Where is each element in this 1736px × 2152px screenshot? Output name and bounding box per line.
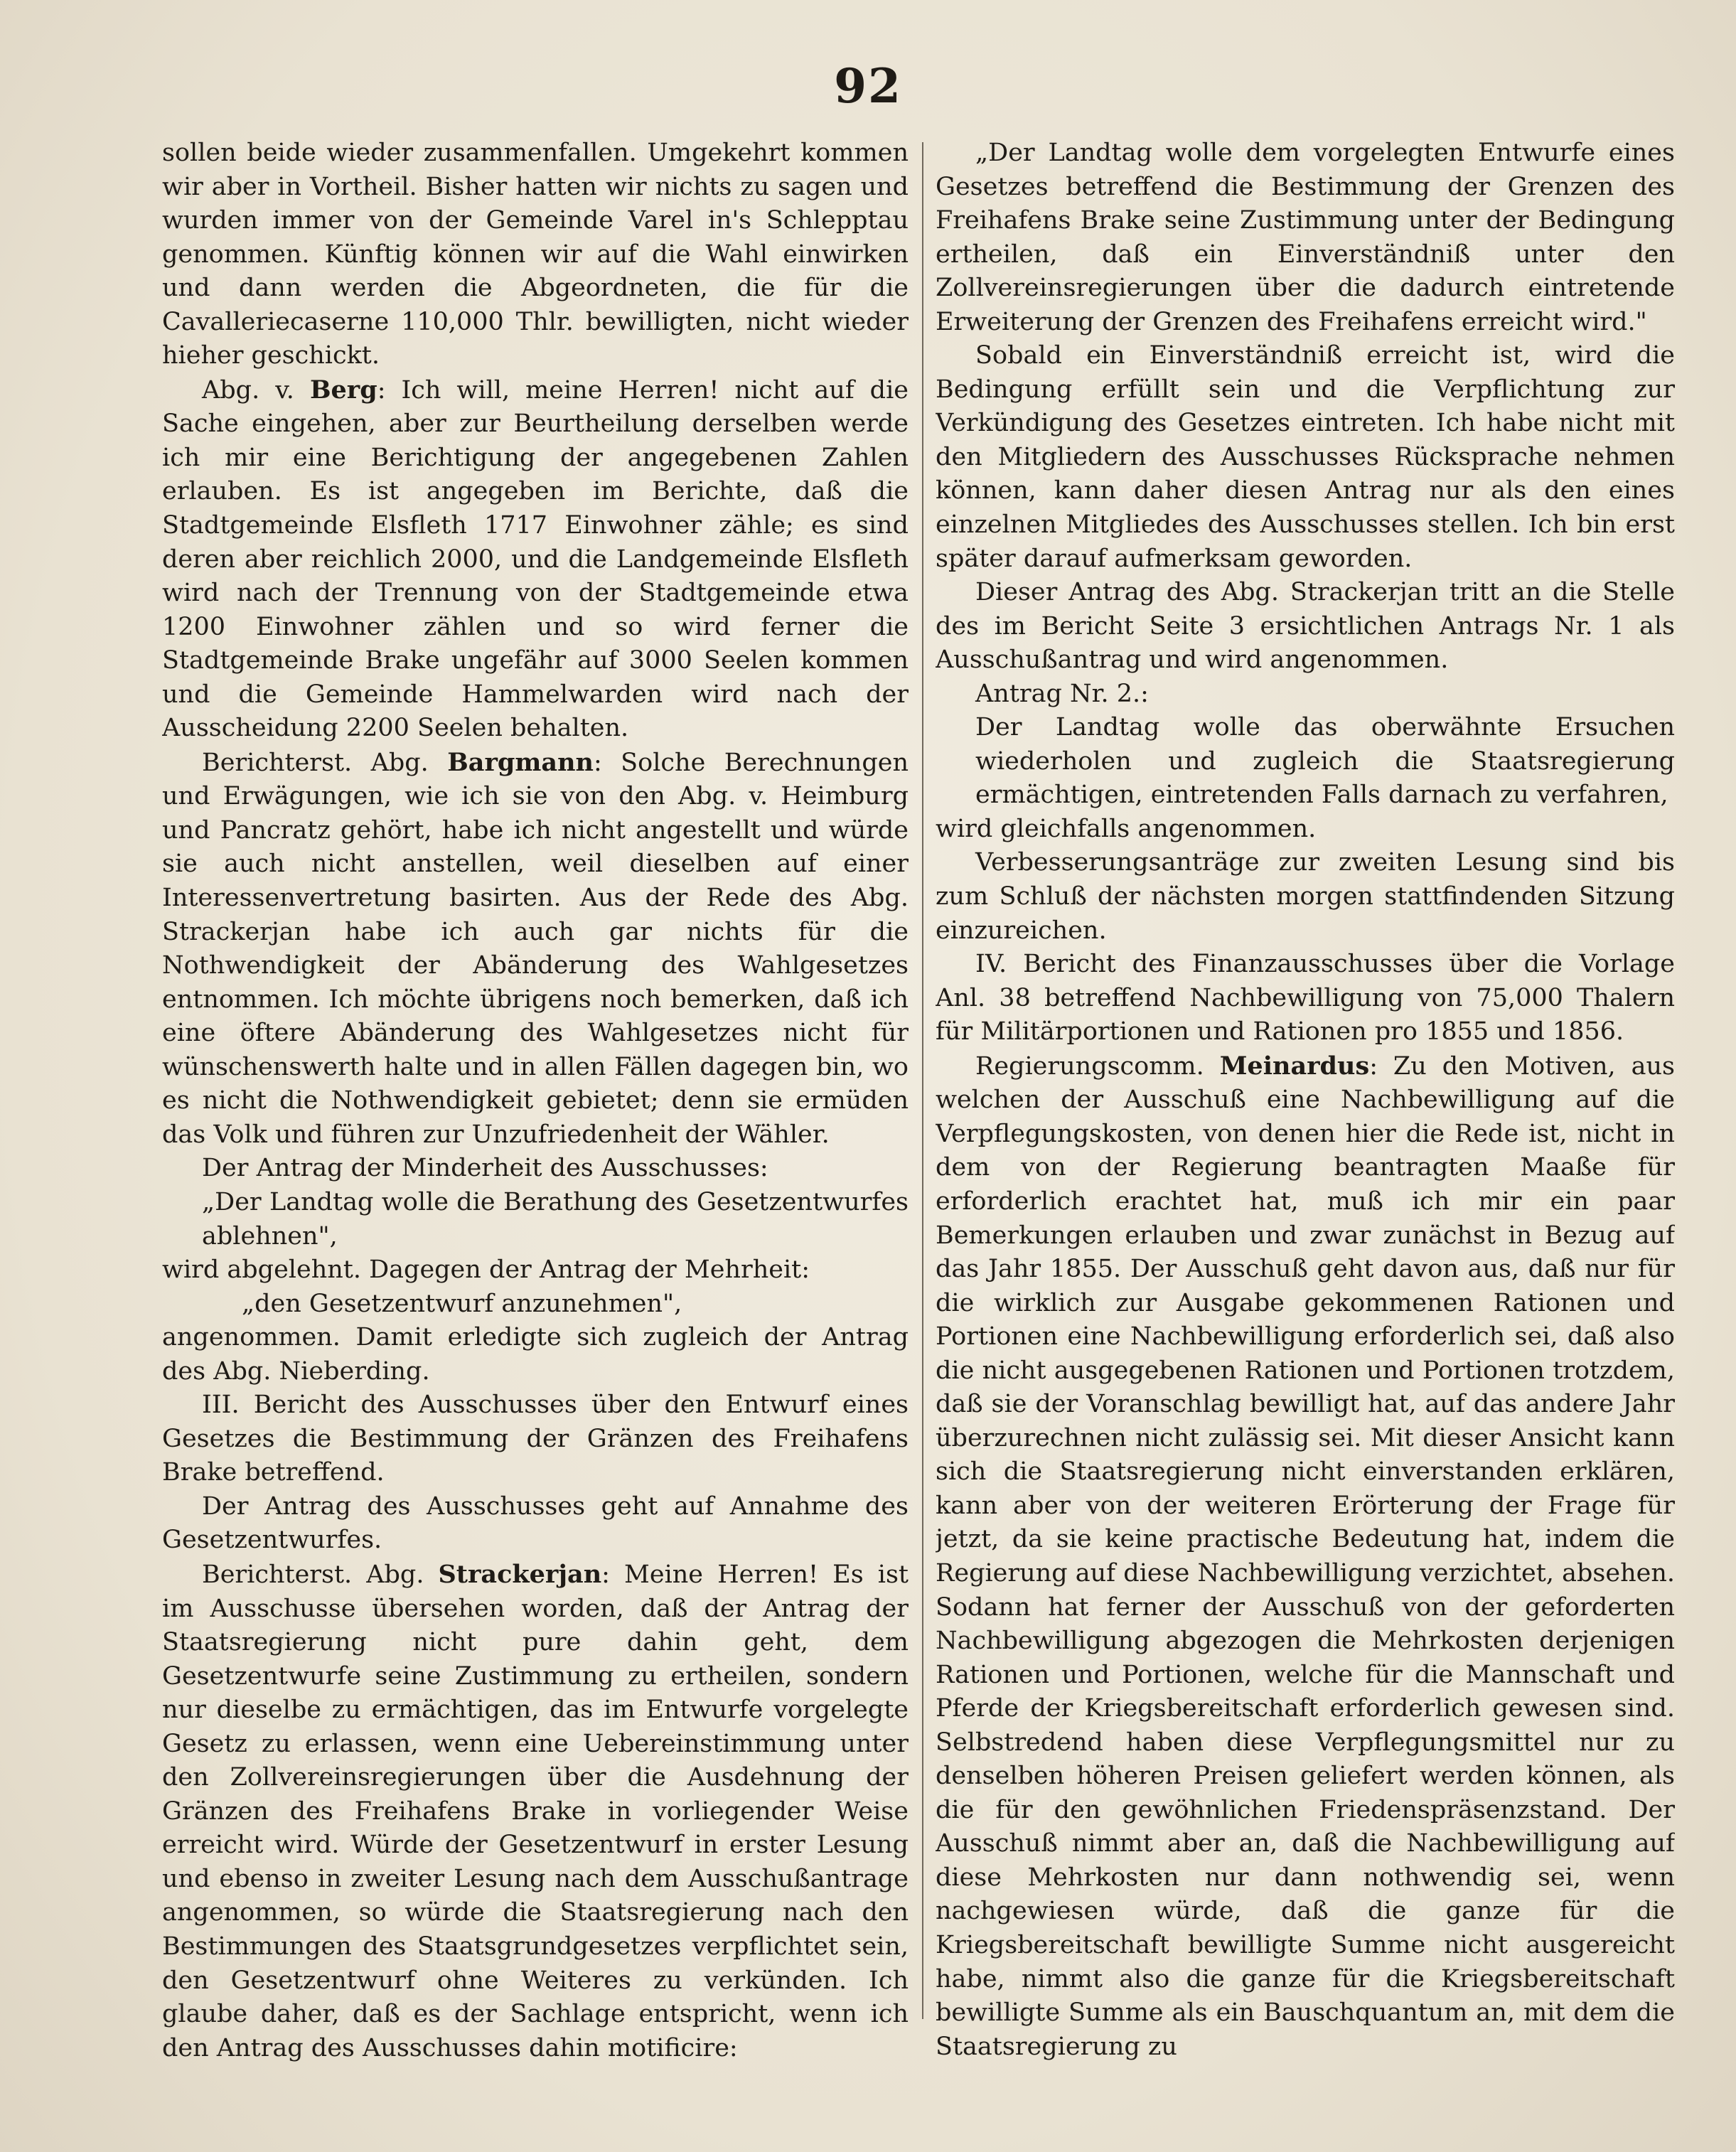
motion-number: Antrag Nr. 2.: (975, 679, 1149, 708)
page-number: 92 (834, 58, 902, 114)
paragraph: Der Antrag der Minderheit des Ausschusses: (202, 1154, 768, 1183)
speaker-name: Meinardus (1219, 1051, 1370, 1081)
speech-text: : Meine Herren! Es ist im Ausschusse übersehen worden, daß der Antrag der Staatsregierung nicht pure dahin geht, dem Gesetzentwurfe seine Zustimmung zu ertheilen, sondern nur dieselbe zu ermächtigen, das im Entwurfe vorgelegte Gesetz zu erlassen, wenn eine Uebereinstimmung unter den Zollvereinsregierungen über die Ausdehnung der Gränzen des Freihafens Brake in vorliegender Weise erreicht wird. Würde der Gesetzentwurf in erster Lesung und ebenso in zweiter Lesung nach dem Ausschußantrage angenommen, so würde die Staatsregierung nach den Bestimmungen des Staatsgrundgesetzes verpflichtet sein, den Gesetzentwurf ohne Weiteres zu verkünden. Ich glaube daher, daß es der Sachlage entspricht, wenn ich den Antrag des Ausschusses dahin motificire: (162, 1560, 909, 2062)
section-heading: IV. Bericht des Finanzausschusses über die Vorlage Anl. 38 betreffend Nachbewilligung von 75,000 Thalern für Militärportionen und Rationen pro 1855 und 1856. (936, 950, 1675, 1046)
paragraph: Dieser Antrag des Abg. Strackerjan tritt an die Stelle des im Bericht Seite 3 ersichtlichen Antrags Nr. 1 als Ausschußantrag und wird angenommen. (936, 578, 1675, 675)
section-heading: III. Bericht des Ausschusses über den Entwurf eines Gesetzes die Bestimmung der Gränzen des Freihafens Brake betreffend. (162, 1391, 909, 1487)
paragraph (162, 746, 909, 1152)
paragraph: angenommen. Damit erledigte sich zugleich der Antrag des Abg. Nieberding. (162, 1323, 909, 1386)
paragraph (162, 1558, 909, 2065)
speaker-title: Regierungscomm. (975, 1051, 1204, 1081)
speaker-name: Berg (309, 375, 377, 405)
speaker-name: Bargmann (447, 747, 594, 777)
quoted-motion: „den Gesetzentwurf anzunehmen", (242, 1289, 682, 1318)
paragraph: Der Antrag des Ausschusses geht auf Annahme des Gesetzentwurfes. (162, 1492, 909, 1555)
speaker-title: Berichterst. Abg. (202, 748, 429, 777)
quoted-motion: „Der Landtag wolle die Berathung des Gesetzentwurfes ablehnen", (202, 1187, 909, 1251)
paragraph: wird abgelehnt. Dagegen der Antrag der Mehrheit: (162, 1256, 810, 1285)
speech-text: : Ich will, meine Herren! nicht auf die Sache eingehen, aber zur Beurtheilung derselben werde ich mir eine Berichtigung der angegebenen Zahlen erlauben. Es ist angegeben im Berichte, daß die Stadtgemeinde Elsfleth 1717 Einwohner zähle; es sind deren aber reichlich 2000, und die Landgemeinde Elsfleth wird nach der Trennung von der Stadtgemeinde etwa 1200 Einwohner zählen und so wird ferner die Stadtgemeinde Brake ungefähr auf 3000 Seelen kommen und die Gemeinde Hammelwarden wird nach der Ausscheidung 2200 Seelen behalten. (162, 375, 909, 743)
quoted-motion: Der Landtag wolle das oberwähnte Ersuchen wiederholen und zugleich die Staatsregierung ermächtigen, eintretenden Falls darnach zu verfahren, (975, 713, 1675, 810)
column-divider (922, 142, 923, 2019)
speaker-name: Strackerjan (438, 1559, 602, 1589)
quoted-motion: „Der Landtag wolle dem vorgelegten Entwurfe eines Gesetzes betreffend die Bestimmung der Grenzen des Freihafens Brake seine Zustimmung unter der Bedingung ertheilen, daß ein Einverständniß unter den Zollvereinsregierungen über die dadurch eintretende Erweiterung der Grenzen des Freihafens erreicht wird." (936, 139, 1675, 336)
paragraph: Sobald ein Einverständniß erreicht ist, wird die Bedingung erfüllt sein und die Verpflichtung zur Verkündigung des Gesetzes eintreten. Ich habe nicht mit den Mitgliedern des Ausschusses Rücksprache nehmen können, kann daher diesen Antrag nur als den eines einzelnen Mitgliedes des Ausschusses stellen. Ich bin erst später darauf aufmerksam geworden. (936, 341, 1675, 573)
paragraph: wird gleichfalls angenommen. (936, 814, 1317, 843)
speaker-title: Berichterst. Abg. (202, 1560, 424, 1589)
speech-text: : Zu den Motiven, aus welchen der Ausschuß eine Nachbewilligung auf die Verpflegungskosten, von denen hier die Rede ist, nicht in dem von der Regierung beantragten Maaße für erforderlich erachtet hat, muß ich mir ein paar Bemerkungen erlauben und zwar zunächst in Bezug auf das Jahr 1855. Der Ausschuß geht davon aus, daß nur für die wirklich zur Ausgabe gekommenen Rationen und Portionen eine Nachbewilligung erforderlich sei, daß also die nicht ausgegebenen Rationen und Portionen trotzdem, daß sie der Voranschlag bewilligt hat, auf das andere Jahr überzurechnen nicht zulässig sei. Mit dieser Ansicht kann sich die Staatsregierung nicht einverstanden erklären, kann aber von der weiteren Erörterung der Frage für jetzt, da sie keine practische Bedeutung hat, indem die Regierung auf diese Nachbewilligung verzichtet, absehen. Sodann hat ferner der Ausschuß von der geforderten Nachbewilligung abgezogen die Mehrkosten derjenigen Rationen und Portionen, welche für die Mannschaft und Pferde der Kriegsbereitschaft erforderlich gewesen sind. Selbstredend haben diese Verpflegungsmittel nur zu denselben höheren Preisen geliefert werden können, als die für den gewöhnlichen Friedenspräsenzstand. Der Ausschuß nimmt aber an, daß die Nachbewilligung auf diese Mehrkosten nur dann nothwendig sei, wenn nachgewiesen würde, daß die ganze für die Kriegsbereitschaft bewilligte Summe nicht ausgereicht habe, nimmt also die ganze für die Kriegsbereitschaft bewilligte Summe als ein Bauschquantum an, mit dem die Staatsregierung zu (936, 1051, 1675, 2061)
paragraph (936, 1049, 1675, 2064)
speaker-title: Abg. v. (202, 375, 294, 405)
right-column (936, 136, 1675, 2120)
paragraph: Verbesserungsanträge zur zweiten Lesung sind bis zum Schluß der nächsten morgen stattfindenden Sitzung einzureichen. (936, 848, 1675, 945)
left-column (162, 136, 909, 2120)
speech-text: : Solche Berechnungen und Erwägungen, wie ich sie von den Abg. v. Heimburg und Pancratz gehört, habe ich nicht angestellt und würde sie auch nicht anstellen, weil dieselben auf einer Interessenvertretung basirten. Aus der Rede des Abg. Strackerjan habe ich auch gar nichts für die Nothwendigkeit der Abänderung des Wahlgesetzes entnommen. Ich möchte übrigens noch bemerken, daß ich eine öftere Abänderung des Wahlgesetzes nicht für wünschenswerth halte und in allen Fällen dagegen bin, wo es nicht die Nothwendigkeit gebietet; denn sie ermüden das Volk und führen zur Unzufriedenheit der Wähler. (162, 748, 909, 1149)
paragraph (162, 373, 909, 746)
paragraph: sollen beide wieder zusammenfallen. Umgekehrt kommen wir aber in Vortheil. Bisher hatten wir nichts zu sagen und wurden immer von der Gemeinde Varel in's Schlepptau genommen. Künftig können wir auf die Wahl einwirken und dann werden die Abgeordneten, die für die Cavalleriecaserne 110,000 Thlr. bewilligten, nicht wieder hieher geschickt. (162, 139, 909, 370)
